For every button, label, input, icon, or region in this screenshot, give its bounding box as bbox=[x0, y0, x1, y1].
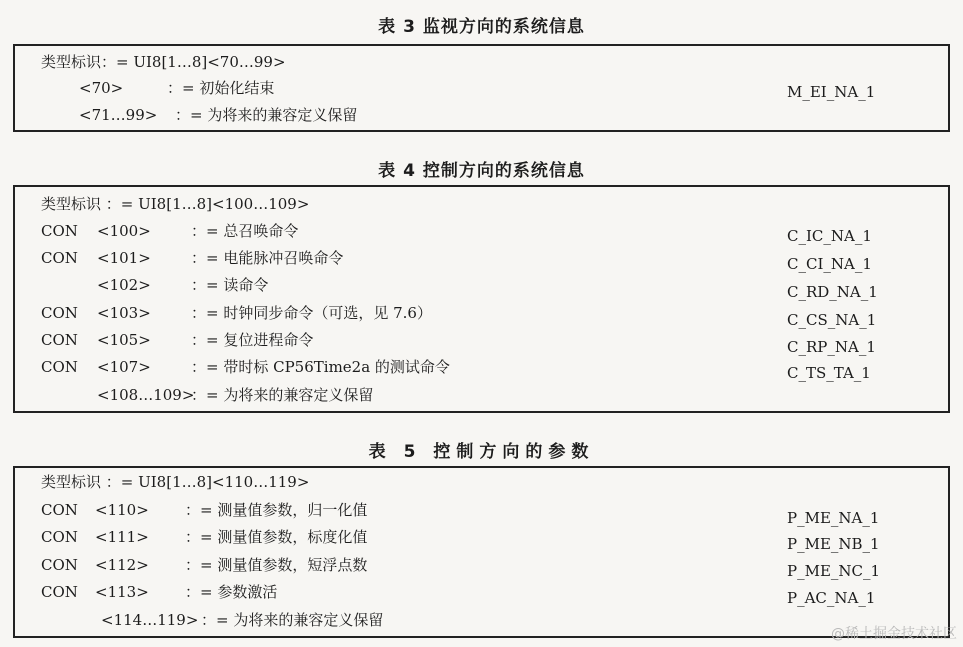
table3-box bbox=[13, 44, 950, 132]
table3-type-line: 类型标识：= UI8[1…8]<70…99> bbox=[41, 53, 286, 71]
table5-type-line: 类型标识 ：= UI8[1…8]<110…119> bbox=[41, 473, 310, 491]
table4-row-con: CON bbox=[41, 249, 78, 267]
table4-box bbox=[13, 185, 950, 413]
table4-row-desc: ：= 带时标 CP56Time2a 的测试命令 bbox=[191, 358, 450, 376]
table4-row-tid: C_RD_NA_1 bbox=[787, 283, 878, 301]
table5-row-tid: P_ME_NC_1 bbox=[787, 562, 881, 580]
table4-row-code: <102> bbox=[97, 276, 151, 294]
table5-row-code: <110> bbox=[95, 501, 149, 519]
table3-row-desc: ：= 初始化结束 bbox=[167, 79, 275, 97]
table4-row-con: CON bbox=[41, 331, 78, 349]
table5-row-con: CON bbox=[41, 583, 78, 601]
table5-row-tid: P_ME_NA_1 bbox=[787, 509, 880, 527]
table5-row-code: <113> bbox=[95, 583, 149, 601]
table4-row-tid: C_CI_NA_1 bbox=[787, 255, 872, 273]
table4-row-con: CON bbox=[41, 304, 78, 322]
table4-row-code: <103> bbox=[97, 304, 151, 322]
table4-row-tid: C_IC_NA_1 bbox=[787, 227, 872, 245]
table5-row-desc: ：= 测量值参数，短浮点数 bbox=[185, 556, 368, 574]
table4-row-desc: ：= 读命令 bbox=[191, 276, 269, 294]
table5-row-con: CON bbox=[41, 528, 78, 546]
table4-row-code: <105> bbox=[97, 331, 151, 349]
table4-row-code: <107> bbox=[97, 358, 151, 376]
table4-row-desc: ：= 时钟同步命令（可选，见 7.6） bbox=[191, 304, 432, 322]
table3-title: 表 3 监视方向的系统信息 bbox=[378, 17, 585, 37]
table5-row-tid: P_ME_NB_1 bbox=[787, 535, 880, 553]
table4-row-tid: C_CS_NA_1 bbox=[787, 311, 877, 329]
table4-row-code: <100> bbox=[97, 222, 151, 240]
table5-row-code: <112> bbox=[95, 556, 149, 574]
watermark: @稀土掘金技术社区 bbox=[831, 626, 957, 642]
table4-type-line: 类型标识 ：= UI8[1…8]<100…109> bbox=[41, 195, 310, 213]
table5-title: 表 5 控制方向的参数 bbox=[368, 442, 595, 462]
table4-row-tid: C_RP_NA_1 bbox=[787, 338, 876, 356]
table4-title: 表 4 控制方向的系统信息 bbox=[378, 161, 585, 181]
table5-row-desc: ：= 参数激活 bbox=[185, 583, 278, 601]
table5-row-tid: P_AC_NA_1 bbox=[787, 589, 876, 607]
table5-row-code: <111> bbox=[95, 528, 149, 546]
table3-row-tid: M_EI_NA_1 bbox=[787, 83, 876, 101]
table3-row-code: <71…99> bbox=[79, 106, 158, 124]
table4-row-con: CON bbox=[41, 222, 78, 240]
table4-row-desc: ：= 电能脉冲召唤命令 bbox=[191, 249, 344, 267]
table3-row-code: <70> bbox=[79, 79, 124, 97]
table5-row-desc: ：= 测量值参数，归一化值 bbox=[185, 501, 368, 519]
table4-row-desc: ：= 总召唤命令 bbox=[191, 222, 299, 240]
table4-row-code: <108…109> bbox=[97, 386, 195, 404]
table3-row-desc: ：= 为将来的兼容定义保留 bbox=[175, 106, 358, 124]
table5-row-code: <114…119> bbox=[101, 611, 199, 629]
table5-row-desc: ：= 测量值参数，标度化值 bbox=[185, 528, 368, 546]
table4-row-tid: C_TS_TA_1 bbox=[787, 364, 871, 382]
table4-row-code: <101> bbox=[97, 249, 151, 267]
table5-row-desc: ：= 为将来的兼容定义保留 bbox=[201, 611, 384, 629]
table5-row-con: CON bbox=[41, 556, 78, 574]
table4-row-con: CON bbox=[41, 358, 78, 376]
table4-row-desc: ：= 复位进程命令 bbox=[191, 331, 314, 349]
table5-row-con: CON bbox=[41, 501, 78, 519]
table5-box bbox=[13, 466, 950, 638]
table4-row-desc: ：= 为将来的兼容定义保留 bbox=[191, 386, 374, 404]
